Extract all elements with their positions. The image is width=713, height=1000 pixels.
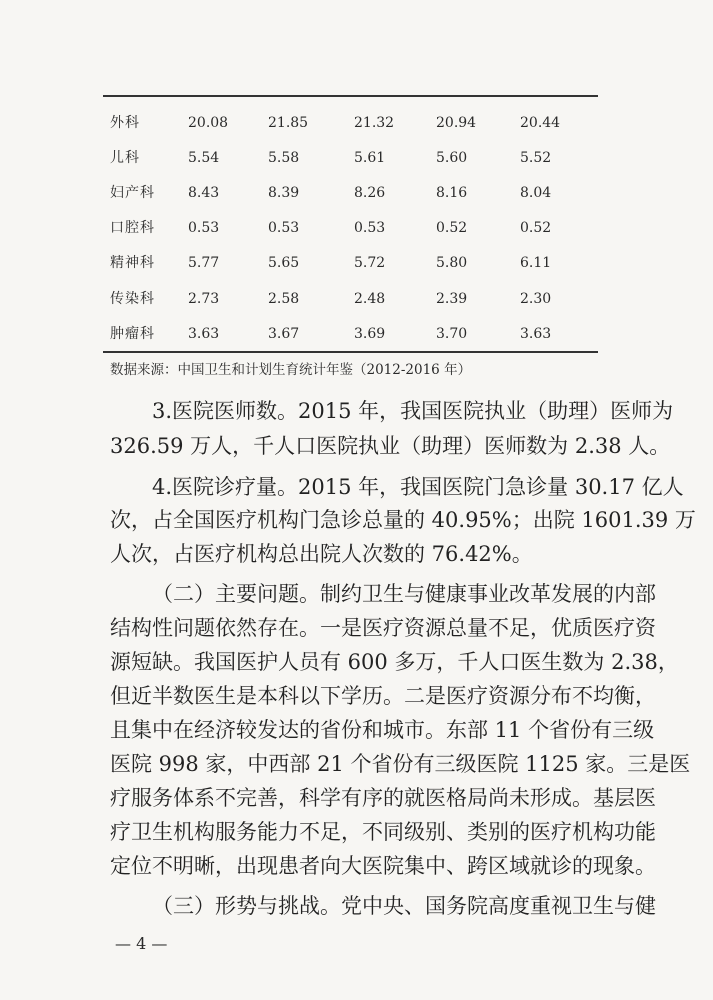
cell-value: 0.52 bbox=[436, 220, 468, 236]
table-top-rule bbox=[103, 95, 598, 97]
table-row bbox=[0, 289, 713, 309]
cell-value: 5.58 bbox=[268, 150, 300, 166]
body-line: 人次，占医疗机构总出院人次数的 76.42%。 bbox=[110, 542, 533, 566]
body-line: （三）形势与挑战。党中央、国务院高度重视卫生与健 bbox=[152, 894, 656, 918]
cell-value: 2.48 bbox=[354, 291, 386, 307]
cell-value: 21.32 bbox=[354, 115, 395, 131]
row-label: 精神科 bbox=[110, 255, 155, 271]
table-bottom-rule bbox=[103, 351, 598, 353]
row-label: 妇产科 bbox=[110, 185, 155, 201]
cell-value: 5.52 bbox=[520, 150, 552, 166]
cell-value: 2.73 bbox=[188, 291, 220, 307]
body-line: （二）主要问题。制约卫生与健康事业改革发展的内部 bbox=[152, 582, 656, 606]
cell-value: 5.61 bbox=[354, 150, 386, 166]
cell-value: 3.67 bbox=[268, 326, 300, 342]
cell-value: 8.16 bbox=[436, 185, 468, 201]
table-row bbox=[0, 113, 713, 133]
cell-value: 20.08 bbox=[188, 115, 229, 131]
body-line: 3.医院医师数。2015 年，我国医院执业（助理）医师为 bbox=[152, 399, 674, 423]
cell-value: 3.63 bbox=[520, 326, 552, 342]
body-line: 医院 998 家，中西部 21 个省份有三级医院 1125 家。三是医 bbox=[110, 752, 691, 776]
body-line: 但近半数医生是本科以下学历。二是医疗资源分布不均衡， bbox=[110, 684, 656, 708]
cell-value: 3.70 bbox=[436, 326, 468, 342]
row-label: 肿瘤科 bbox=[110, 326, 155, 342]
cell-value: 0.53 bbox=[188, 220, 220, 236]
row-label: 外科 bbox=[110, 115, 140, 131]
cell-value: 20.94 bbox=[436, 115, 477, 131]
row-label: 口腔科 bbox=[110, 220, 155, 236]
row-label: 儿科 bbox=[110, 150, 140, 166]
table-row bbox=[0, 218, 713, 238]
cell-value: 8.43 bbox=[188, 185, 220, 201]
body-line: 定位不明晰，出现患者向大医院集中、跨区域就诊的现象。 bbox=[110, 854, 656, 878]
cell-value: 0.53 bbox=[354, 220, 386, 236]
cell-value: 5.65 bbox=[268, 255, 300, 271]
cell-value: 8.04 bbox=[520, 185, 552, 201]
body-line: 疗服务体系不完善，科学有序的就医格局尚未形成。基层医 bbox=[110, 786, 656, 810]
cell-value: 8.39 bbox=[268, 185, 300, 201]
cell-value: 0.53 bbox=[268, 220, 300, 236]
cell-value: 2.39 bbox=[436, 291, 468, 307]
cell-value: 5.54 bbox=[188, 150, 220, 166]
row-label: 传染科 bbox=[110, 291, 155, 307]
table-row bbox=[0, 253, 713, 273]
cell-value: 0.52 bbox=[520, 220, 552, 236]
cell-value: 5.80 bbox=[436, 255, 468, 271]
body-line: 且集中在经济较发达的省份和城市。东部 11 个省份有三级 bbox=[110, 718, 655, 742]
cell-value: 5.72 bbox=[354, 255, 386, 271]
body-line: 源短缺。我国医护人员有 600 多万，千人口医生数为 2.38， bbox=[110, 650, 679, 674]
table-source-note: 数据来源：中国卫生和计划生育统计年鉴（2012-2016 年） bbox=[110, 362, 472, 378]
cell-value: 5.77 bbox=[188, 255, 220, 271]
table-row bbox=[0, 148, 713, 168]
cell-value: 5.60 bbox=[436, 150, 468, 166]
table-row bbox=[0, 183, 713, 203]
table-row bbox=[0, 324, 713, 344]
cell-value: 3.69 bbox=[354, 326, 386, 342]
cell-value: 21.85 bbox=[268, 115, 309, 131]
cell-value: 2.58 bbox=[268, 291, 300, 307]
body-line: 4.医院诊疗量。2015 年，我国医院门急诊量 30.17 亿人 bbox=[152, 475, 684, 499]
body-line: 次，占全国医疗机构门急诊总量的 40.95%；出院 1601.39 万 bbox=[110, 508, 696, 532]
cell-value: 2.30 bbox=[520, 291, 552, 307]
body-line: 结构性问题依然存在。一是医疗资源总量不足，优质医疗资 bbox=[110, 616, 656, 640]
cell-value: 20.44 bbox=[520, 115, 561, 131]
page-number: — 4 — bbox=[115, 934, 168, 953]
cell-value: 8.26 bbox=[354, 185, 386, 201]
cell-value: 6.11 bbox=[520, 255, 552, 271]
cell-value: 3.63 bbox=[188, 326, 220, 342]
body-line: 326.59 万人，千人口医院执业（助理）医师数为 2.38 人。 bbox=[110, 434, 671, 458]
body-line: 疗卫生机构服务能力不足，不同级别、类别的医疗机构功能 bbox=[110, 820, 656, 844]
